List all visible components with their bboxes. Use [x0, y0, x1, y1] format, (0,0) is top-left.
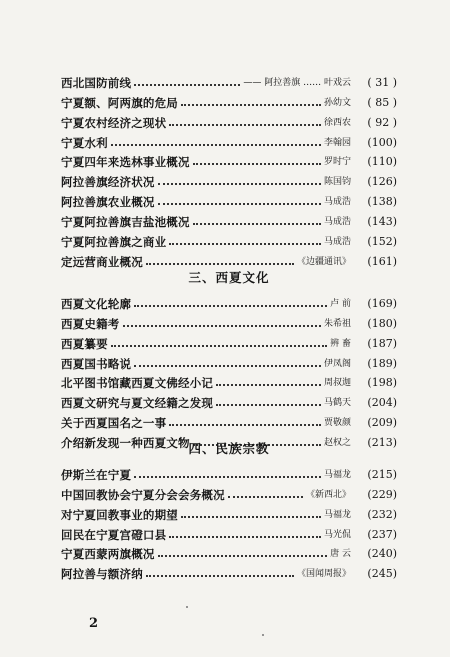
entry-page: (237) — [367, 527, 397, 541]
entry-page: (240) — [367, 547, 397, 561]
entry-page: (169) — [367, 296, 397, 310]
entry-title: 介绍新发现一种西夏文物 — [61, 436, 190, 451]
entry-page: (245) — [367, 567, 397, 581]
toc-section-xixia-culture — [61, 291, 397, 450]
entry-author: 伊凤阁 — [323, 358, 351, 369]
entry-author: 陈国钧 — [323, 177, 351, 188]
entry-author: 周叔迦 — [323, 378, 351, 389]
leader-dots — [158, 203, 321, 205]
entry-author: 《国闻周报》 — [296, 569, 351, 580]
entry-author: —— 阿拉善旗 …… 叶戏云 — [243, 77, 351, 88]
entry-title: 对宁夏回教事业的期望 — [61, 507, 178, 522]
entry-page: (143) — [367, 215, 397, 229]
entry-title: 西夏文化轮廓 — [61, 296, 132, 311]
toc-entry[interactable] — [61, 522, 397, 542]
entry-title: 西北国防前线 — [61, 75, 132, 90]
entry-page: (187) — [367, 336, 397, 350]
page-number: 2 — [89, 616, 99, 631]
leader-dots — [134, 476, 321, 478]
toc-entry[interactable] — [61, 311, 397, 331]
toc-entry[interactable] — [61, 542, 397, 562]
leader-dots — [169, 424, 321, 426]
entry-author: 孙幼文 — [323, 97, 351, 108]
leader-dots — [193, 163, 321, 165]
leader-dots — [216, 384, 321, 386]
toc-entry[interactable] — [61, 209, 397, 229]
entry-author: 马鹤天 — [323, 398, 351, 409]
entry-title: 回民在宁夏宫磴口县 — [61, 527, 167, 542]
entry-page: ( 85 ) — [367, 95, 397, 109]
toc-entry[interactable] — [61, 229, 397, 249]
entry-title: 西夏国书略说 — [61, 356, 132, 371]
entry-page: (213) — [367, 436, 397, 450]
toc-entry[interactable] — [61, 371, 397, 391]
entry-author: 《新西北》 — [305, 489, 351, 500]
entry-title: 阿拉善与额济纳 — [61, 567, 143, 582]
entry-page: (126) — [367, 175, 397, 189]
print-speck — [186, 606, 188, 608]
entry-page: (138) — [367, 195, 397, 209]
toc-entry[interactable] — [61, 331, 397, 351]
leader-dots — [169, 536, 321, 538]
entry-author: 马成浩 — [323, 197, 351, 208]
entry-page: (215) — [367, 467, 397, 481]
toc-entry[interactable] — [61, 351, 397, 371]
entry-author: 马成浩 — [323, 237, 351, 248]
entry-page: (100) — [367, 135, 397, 149]
leader-dots — [181, 104, 321, 106]
entry-title: 西夏纂要 — [61, 336, 108, 351]
leader-dots — [228, 496, 303, 498]
entry-author: 马福龙 — [323, 509, 351, 520]
toc-entry[interactable] — [61, 110, 397, 130]
toc-entry[interactable] — [61, 482, 397, 502]
toc-entry[interactable] — [61, 561, 397, 581]
leader-dots — [181, 516, 321, 518]
toc-entry[interactable] — [61, 390, 397, 410]
toc-entry[interactable] — [61, 70, 397, 90]
section-heading-xixia-culture: 三、西夏文化 — [188, 270, 270, 285]
entry-author: 徐西农 — [323, 117, 351, 128]
entry-author: 贾敬颜 — [323, 418, 351, 429]
entry-page: (161) — [367, 254, 397, 268]
entry-author: 唐 云 — [330, 549, 351, 560]
leader-dots — [111, 144, 321, 146]
entry-title: 北平图书馆藏西夏文佛经小记 — [61, 376, 214, 391]
entry-author: 卢 前 — [330, 298, 351, 309]
toc-entry[interactable] — [61, 502, 397, 522]
toc-entry[interactable] — [61, 291, 397, 311]
toc-entry[interactable] — [61, 90, 397, 110]
entry-title: 阿拉善旗经济状况 — [61, 175, 155, 190]
entry-title: 定远营商业概况 — [61, 254, 143, 269]
entry-author: 马光侃 — [323, 529, 351, 540]
leader-dots — [134, 365, 321, 367]
entry-title: 宁夏四年来选林事业概况 — [61, 155, 190, 170]
entry-page: (204) — [367, 396, 397, 410]
entry-page: ( 92 ) — [367, 115, 397, 129]
leader-dots — [193, 223, 321, 225]
entry-author: 马成浩 — [323, 217, 351, 228]
entry-author: 辨 畜 — [330, 338, 351, 349]
entry-title: 宁夏西蒙两旗概况 — [61, 547, 155, 562]
toc-section-economy — [61, 70, 397, 269]
entry-page: (229) — [367, 487, 397, 501]
leader-dots — [134, 305, 327, 307]
entry-page: (152) — [367, 235, 397, 249]
entry-author: 罗时宁 — [323, 157, 351, 168]
leader-dots — [158, 183, 321, 185]
leader-dots — [169, 243, 321, 245]
leader-dots — [111, 345, 327, 347]
entry-title: 伊斯兰在宁夏 — [61, 467, 132, 482]
print-speck — [262, 634, 264, 636]
toc-entry[interactable] — [61, 462, 397, 482]
toc-entry[interactable] — [61, 169, 397, 189]
toc-entry[interactable] — [61, 130, 397, 150]
entry-author: 赵权之 — [323, 438, 351, 449]
entry-page: (110) — [367, 155, 397, 169]
leader-dots — [146, 575, 294, 577]
entry-page: (232) — [367, 507, 397, 521]
entry-title: 关于西夏国名之一事 — [61, 416, 167, 431]
entry-title: 宁夏阿拉善旗之商业 — [61, 235, 167, 250]
entry-page: (209) — [367, 416, 397, 430]
entry-title: 宁夏水利 — [61, 135, 108, 150]
entry-title: 西夏文研究与夏文经籍之发现 — [61, 396, 214, 411]
toc-section-ethnic-religion — [61, 462, 397, 581]
entry-author: 朱希祖 — [323, 318, 351, 329]
entry-page: (189) — [367, 356, 397, 370]
entry-title: 中国回教协会宁夏分会会务概况 — [61, 487, 225, 502]
leader-dots — [169, 124, 321, 126]
leader-dots — [134, 84, 240, 86]
entry-page: (198) — [367, 376, 397, 390]
toc-entry[interactable] — [61, 150, 397, 170]
entry-page: (180) — [367, 316, 397, 330]
entry-author: 李翰园 — [323, 137, 351, 148]
toc-entry[interactable] — [61, 249, 397, 269]
entry-title: 宁夏农村经济之现状 — [61, 115, 167, 130]
entry-author: 马福龙 — [323, 469, 351, 480]
entry-title: 宁夏阿拉善旗吉盐池概况 — [61, 215, 190, 230]
entry-author: 《边疆通讯》 — [296, 256, 351, 267]
toc-entry[interactable] — [61, 410, 397, 430]
entry-title: 阿拉善旗农业概况 — [61, 195, 155, 210]
entry-page: ( 31 ) — [367, 75, 397, 89]
entry-title: 西夏史籍考 — [61, 316, 120, 331]
leader-dots — [216, 404, 321, 406]
entry-title: 宁夏额、阿两旗的危局 — [61, 95, 178, 110]
leader-dots — [158, 555, 328, 557]
leader-dots — [146, 263, 294, 265]
toc-entry[interactable] — [61, 189, 397, 209]
leader-dots — [123, 325, 321, 327]
section-heading-ethnic-religion: 四、民族宗教 — [188, 441, 270, 456]
